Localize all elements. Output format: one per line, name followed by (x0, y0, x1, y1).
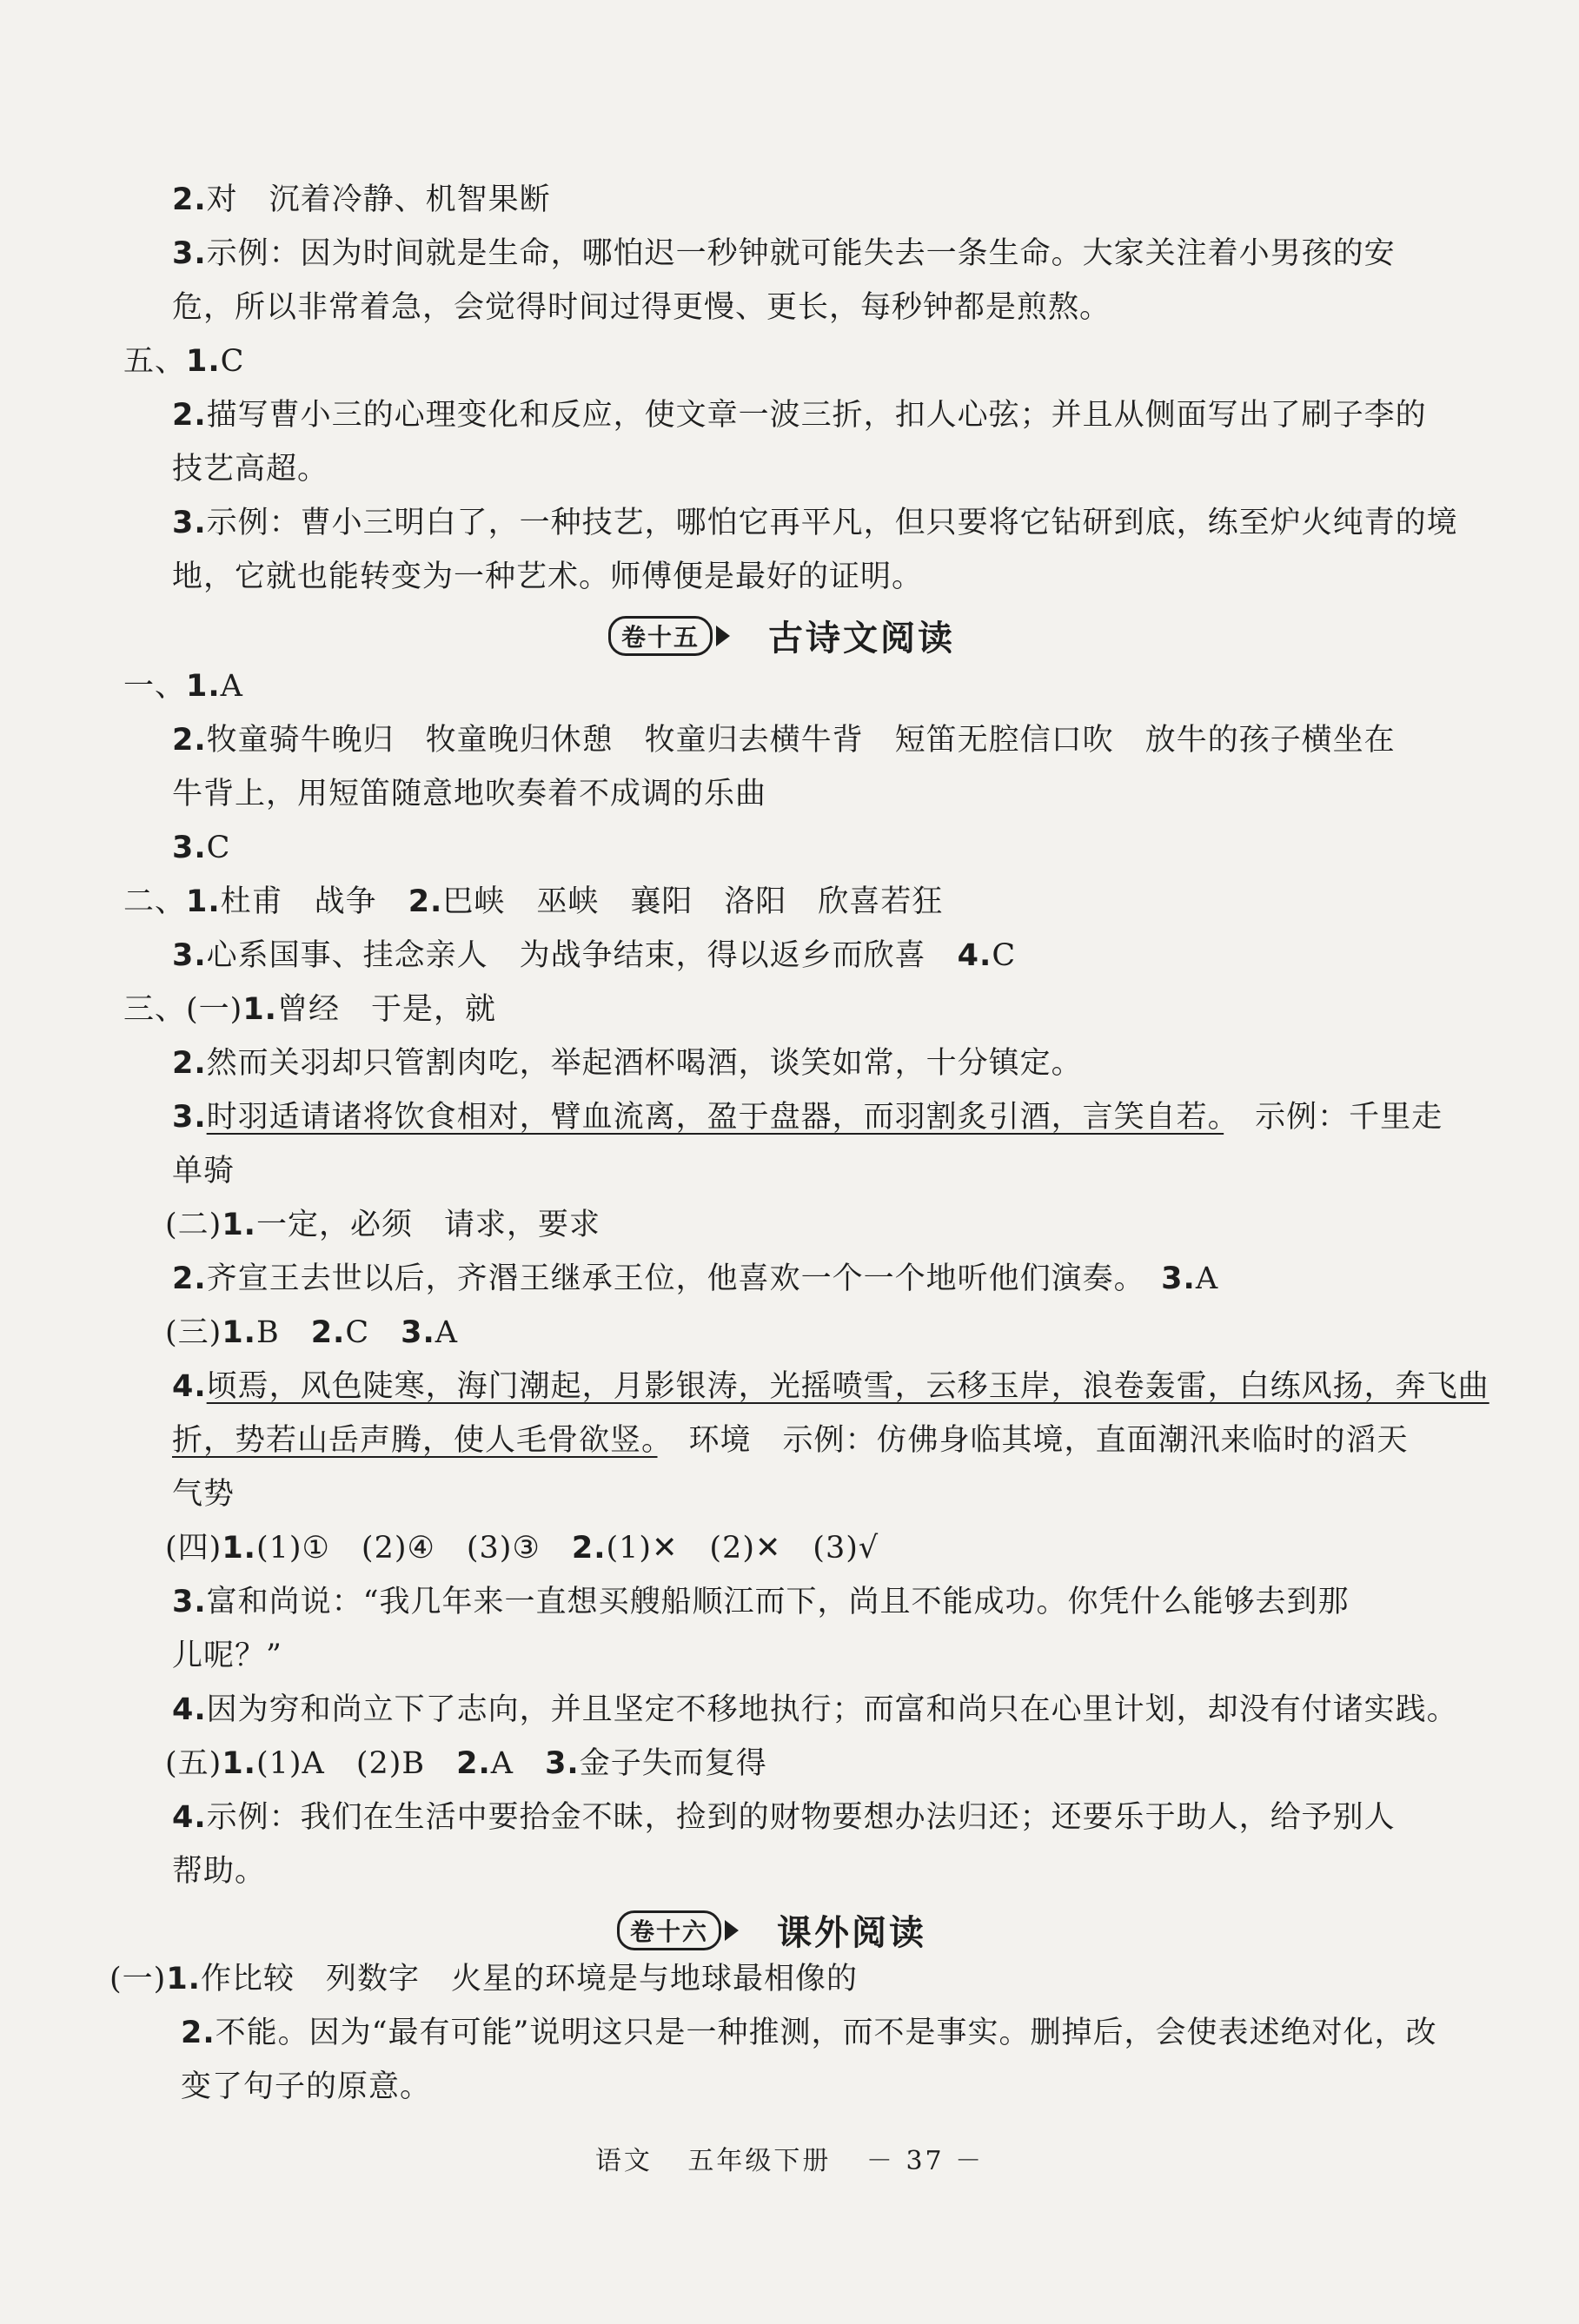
line-28: 4.因为穷和尚立下了志向，并且坚定不移地执行；而富和尚只在心里计划，却没有付诸实践。 (172, 1692, 1458, 1727)
section-header-16 (617, 1905, 926, 1955)
line-26: 3.富和尚说：“我几年来一直想买艘船顺江而下，尚且不能成功。你凭什么能够去到那 (172, 1585, 1350, 1619)
line-16: 2.然而关羽却只管割肉吃，举起酒杯喝酒，谈笑如常，十分镇定。 (172, 1046, 1083, 1081)
page-footer (0, 2139, 1579, 2177)
footer-grade: 五年级下册 (687, 2146, 832, 2176)
section-title: 古诗文阅读 (768, 619, 956, 659)
line-12: 3.C (172, 831, 231, 865)
line-2: 3.示例：因为时间就是生命，哪怕迟一秒钟就可能失去一条生命。大家关注着小男孩的安 (172, 236, 1396, 271)
line-7: 3.示例：曹小三明白了，一种技艺，哪怕它再平凡，但只要将它钻研到底，练至炉火纯青的境 (172, 506, 1458, 540)
line-14: 3.心系国事、挂念亲人 为战争结束，得以返乡而欣喜 4.C (172, 938, 1017, 973)
line-25: (四)1.(1)① (2)④ (3)③ 2.(1)✕ (2)✕ (3)√ (165, 1531, 879, 1566)
triangle-arrow-icon (716, 626, 730, 646)
line-33: 2.不能。因为“最有可能”说明这只是一种推测，而不是事实。删掉后，会使表述绝对化，改 (181, 2016, 1437, 2050)
line-29: (五)1.(1)A (2)B 2.A 3.金子失而复得 (165, 1746, 767, 1781)
line-34: 变了句子的原意。 (181, 2069, 432, 2104)
line-5: 2.描写曹小三的心理变化和反应，使文章一波三折，扣人心弦；并且从侧面写出了刷子李的 (172, 398, 1427, 433)
line-4: 五、1.C (123, 344, 245, 379)
line-3: 危，所以非常着急，会觉得时间过得更慢、更长，每秒钟都是煎熬。 (172, 290, 1111, 325)
line-31: 帮助。 (172, 1854, 267, 1889)
section-badge: 卷十五 (608, 616, 713, 656)
line-10: 2.牧童骑牛晚归 牧童晚归休憩 牧童归去横牛背 短笛无腔信口吹 放牛的孩子横坐在 (172, 723, 1396, 758)
line-8: 地，它就也能转变为一种艺术。师傅便是最好的证明。 (172, 559, 924, 594)
line-19: (二)1.一定，必须 请求，要求 (165, 1208, 600, 1242)
line-11: 牛背上，用短笛随意地吹奏着不成调的乐曲 (172, 777, 767, 811)
line-1: 2.对 沉着冷静、机智果断 (172, 182, 551, 217)
footer-subject: 语文 (594, 2146, 653, 2176)
section-badge: 卷十六 (617, 1910, 721, 1950)
line-24: 气势 (172, 1477, 236, 1512)
line-6: 技艺高超。 (172, 452, 329, 487)
triangle-arrow-icon (725, 1920, 739, 1941)
line-30: 4.示例：我们在生活中要拾金不昧，捡到的财物要想办法归还；还要乐于助人，给予别人 (172, 1800, 1396, 1835)
section-header-15 (608, 611, 955, 660)
line-23: 折，势若山岳声腾，使人毛骨欲竖。 环境 示例：仿佛身临其境，直面潮汛来临时的滔天 (172, 1423, 1409, 1458)
line-22: 4.顷焉，风色陡寒，海门潮起，月影银涛，光摇喷雪，云移玉岸，浪卷轰雷，白练风扬，奔飞曲 (172, 1369, 1489, 1404)
line-17: 3.时羽适请诸将饮食相对，臂血流离，盈于盘器，而羽割炙引酒，言笑自若。 示例：千里走 (172, 1100, 1443, 1135)
line-27: 儿呢？” (172, 1639, 282, 1673)
line-13: 二、1.杜甫 战争 2.巴峡 巫峡 襄阳 洛阳 欣喜若狂 (123, 884, 944, 919)
line-32: (一)1.作比较 列数字 火星的环境是与地球最相像的 (109, 1962, 858, 1996)
line-15: 三、(一)1.曾经 于是，就 (123, 992, 496, 1027)
line-21: (三)1.B 2.C 3.A (165, 1315, 459, 1350)
section-title: 课外阅读 (777, 1913, 927, 1953)
page-number: － 37 － (866, 2146, 985, 2176)
line-18: 单骑 (172, 1154, 236, 1188)
line-20: 2.齐宣王去世以后，齐湣王继承王位，他喜欢一个一个地听他们演奏。 3.A (172, 1261, 1219, 1296)
line-9: 一、1.A (123, 669, 243, 704)
